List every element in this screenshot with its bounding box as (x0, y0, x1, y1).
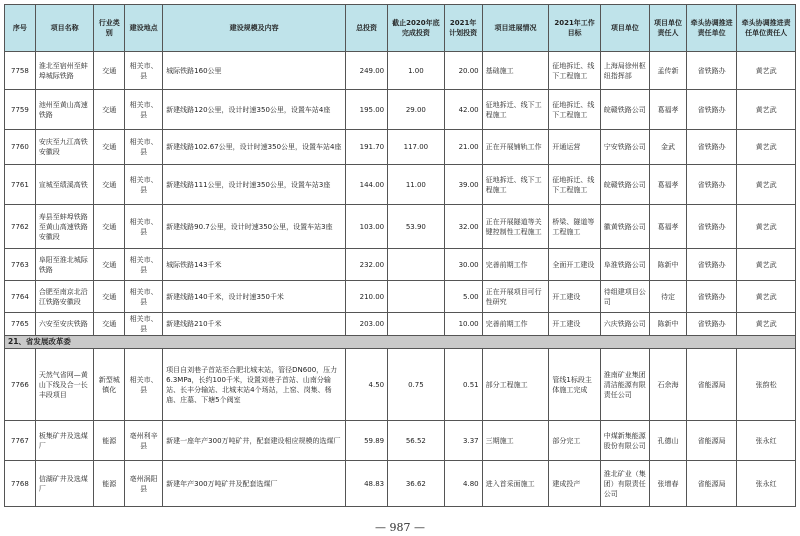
section-row (5, 336, 796, 349)
cell-progress: 征地拆迁、线下工程施工 (482, 90, 549, 130)
cell-site: 相关市、县 (125, 313, 163, 336)
cell-done (388, 313, 445, 336)
cell-done (388, 249, 445, 281)
cell-name: 寿县至蚌埠铁路至黄山高速铁路安徽段 (35, 205, 94, 249)
cell-site: 相关市、县 (125, 249, 163, 281)
cell-scale: 新建线路111公里，设计时速350公里，设置车站3座 (163, 165, 346, 205)
cell-done: 53.90 (388, 205, 445, 249)
cell-goal: 建成投产 (549, 461, 600, 507)
cell-lead-person: 黄艺武 (737, 313, 796, 336)
cell-progress: 正在开展铺轨工作 (482, 130, 549, 165)
cell-no: 7763 (5, 249, 36, 281)
cell-plan: 0.51 (444, 349, 482, 421)
cell-unit: 淮南矿业集团清洁能源有限责任公司 (600, 349, 649, 421)
cell-scale: 新建线路140千米，设计时速350千米 (163, 281, 346, 313)
cell-type: 交通 (94, 249, 125, 281)
cell-site: 相关市、县 (125, 165, 163, 205)
cell-person: 孔德山 (650, 421, 687, 461)
cell-plan: 42.00 (444, 90, 482, 130)
section-title: 21、省发展改革委 (5, 336, 796, 349)
cell-lead: 省能源局 (687, 349, 737, 421)
cell-progress: 三期施工 (482, 421, 549, 461)
table-row (5, 281, 796, 313)
cell-goal: 征地拆迁、线下工程施工 (549, 90, 600, 130)
cell-name: 板集矿井及选煤厂 (35, 421, 94, 461)
cell-scale: 新建线路120公里，设计时速350公里，设置车站4座 (163, 90, 346, 130)
cell-no: 7760 (5, 130, 36, 165)
cell-site: 相关市、县 (125, 90, 163, 130)
cell-progress: 征地拆迁、线下工程施工 (482, 165, 549, 205)
cell-no: 7766 (5, 349, 36, 421)
cell-no: 7768 (5, 461, 36, 507)
cell-unit: 上海局徐州枢纽指挥部 (600, 52, 649, 90)
cell-scale: 项目自刘巷子首站至合肥北城末站，管径DN600，压力6.3MPa，长约100千米，设置刘巷子首站、山南分输站、长丰分输站、北城末站4个场站，上窑、岗集、杨庙、庄墓、下塘5个阀室 (163, 349, 346, 421)
table-row (5, 165, 796, 205)
column-header: 项目名称 (35, 5, 94, 52)
cell-goal: 管线1标段主体施工完成 (549, 349, 600, 421)
cell-no: 7762 (5, 205, 36, 249)
cell-no: 7764 (5, 281, 36, 313)
cell-lead: 省能源局 (687, 461, 737, 507)
cell-plan: 5.00 (444, 281, 482, 313)
cell-total: 4.50 (346, 349, 388, 421)
cell-unit: 六庆铁路公司 (600, 313, 649, 336)
cell-scale: 新建线路90.7公里，设计时速350公里，设置车站3座 (163, 205, 346, 249)
column-header: 项目单位 (600, 5, 649, 52)
cell-progress: 进入首采面施工 (482, 461, 549, 507)
cell-plan: 10.00 (444, 313, 482, 336)
cell-total: 210.00 (346, 281, 388, 313)
column-header: 项目进展情况 (482, 5, 549, 52)
cell-goal: 开工建设 (549, 281, 600, 313)
cell-name: 六安至安庆铁路 (35, 313, 94, 336)
column-header: 牵头协调推进责任单位 (687, 5, 737, 52)
cell-plan: 20.00 (444, 52, 482, 90)
cell-lead-person: 张永红 (737, 461, 796, 507)
cell-goal: 开工建设 (549, 313, 600, 336)
cell-person: 葛福孝 (650, 165, 687, 205)
cell-scale: 城际铁路143千米 (163, 249, 346, 281)
cell-lead: 省铁路办 (687, 130, 737, 165)
cell-lead-person: 黄艺武 (737, 249, 796, 281)
cell-goal: 征地拆迁、线下工程施工 (549, 165, 600, 205)
cell-name: 信湖矿井及选煤厂 (35, 461, 94, 507)
cell-scale: 新建一座年产300万吨矿井，配套建设相应规模的选煤厂 (163, 421, 346, 461)
cell-total: 59.89 (346, 421, 388, 461)
cell-done: 56.52 (388, 421, 445, 461)
cell-total: 195.00 (346, 90, 388, 130)
cell-total: 103.00 (346, 205, 388, 249)
column-header: 2021年工作目标 (549, 5, 600, 52)
table-row (5, 461, 796, 507)
cell-lead-person: 张韵松 (737, 349, 796, 421)
cell-plan: 21.00 (444, 130, 482, 165)
cell-person: 金武 (650, 130, 687, 165)
cell-name: 宣城至绩溪高铁 (35, 165, 94, 205)
cell-lead: 省铁路办 (687, 165, 737, 205)
cell-lead: 省铁路办 (687, 313, 737, 336)
cell-lead: 省铁路办 (687, 205, 737, 249)
cell-person: 张增春 (650, 461, 687, 507)
cell-type: 交通 (94, 90, 125, 130)
cell-name: 淮北至宿州至蚌埠城际铁路 (35, 52, 94, 90)
cell-total: 232.00 (346, 249, 388, 281)
cell-lead-person: 黄艺武 (737, 165, 796, 205)
cell-lead: 省铁路办 (687, 90, 737, 130)
cell-scale: 城际铁路160公里 (163, 52, 346, 90)
column-header: 2021年计划投资 (444, 5, 482, 52)
cell-type: 交通 (94, 165, 125, 205)
cell-done: 11.00 (388, 165, 445, 205)
cell-person: 陈新中 (650, 313, 687, 336)
cell-unit: 徽黄铁路公司 (600, 205, 649, 249)
cell-plan: 30.00 (444, 249, 482, 281)
cell-unit: 淮北矿业（集团）有限责任公司 (600, 461, 649, 507)
cell-name: 合肥至南京北沿江铁路安徽段 (35, 281, 94, 313)
cell-unit: 皖赣铁路公司 (600, 90, 649, 130)
cell-type: 交通 (94, 52, 125, 90)
cell-goal: 桥梁、隧道等工程施工 (549, 205, 600, 249)
cell-lead-person: 张永红 (737, 421, 796, 461)
cell-person: 孟传新 (650, 52, 687, 90)
cell-done: 1.00 (388, 52, 445, 90)
cell-name: 天然气省网—黄山下线及合一长丰段项目 (35, 349, 94, 421)
cell-plan: 4.80 (444, 461, 482, 507)
cell-person: 葛福孝 (650, 205, 687, 249)
cell-goal: 征地拆迁、线下工程施工 (549, 52, 600, 90)
project-table (4, 4, 796, 507)
cell-progress: 完善前期工作 (482, 249, 549, 281)
page-number: — 987 — (375, 521, 425, 534)
cell-no: 7765 (5, 313, 36, 336)
cell-lead-person: 黄艺武 (737, 90, 796, 130)
cell-site: 相关市、县 (125, 205, 163, 249)
cell-progress: 完善前期工作 (482, 313, 549, 336)
table-row (5, 421, 796, 461)
cell-type: 交通 (94, 313, 125, 336)
cell-scale: 新建年产300万吨矿井及配套选煤厂 (163, 461, 346, 507)
cell-type: 能源 (94, 421, 125, 461)
cell-site: 亳州利辛县 (125, 421, 163, 461)
cell-lead: 省能源局 (687, 421, 737, 461)
cell-total: 48.83 (346, 461, 388, 507)
cell-done (388, 281, 445, 313)
cell-scale: 新建线路210千米 (163, 313, 346, 336)
column-header: 行业类别 (94, 5, 125, 52)
table-row (5, 205, 796, 249)
table-row (5, 52, 796, 90)
cell-no: 7758 (5, 52, 36, 90)
column-header: 牵头协调推进责任单位责任人 (737, 5, 796, 52)
cell-unit: 宁安铁路公司 (600, 130, 649, 165)
cell-done: 36.62 (388, 461, 445, 507)
cell-type: 新型城镇化 (94, 349, 125, 421)
cell-plan: 39.00 (444, 165, 482, 205)
cell-lead-person: 黄艺武 (737, 205, 796, 249)
column-header: 总投资 (346, 5, 388, 52)
cell-done: 117.00 (388, 130, 445, 165)
cell-unit: 阜淮铁路公司 (600, 249, 649, 281)
cell-type: 能源 (94, 461, 125, 507)
cell-scale: 新建线路102.67公里，设计时速350公里，设置车站4座 (163, 130, 346, 165)
cell-done: 0.75 (388, 349, 445, 421)
cell-lead-person: 黄艺武 (737, 281, 796, 313)
table-body (5, 52, 796, 507)
cell-site: 相关市、县 (125, 52, 163, 90)
cell-lead: 省铁路办 (687, 52, 737, 90)
cell-total: 191.70 (346, 130, 388, 165)
cell-goal: 全面开工建设 (549, 249, 600, 281)
table-header (5, 5, 796, 52)
cell-progress: 部分工程施工 (482, 349, 549, 421)
cell-progress: 正在开展隧道等关键控制性工程施工 (482, 205, 549, 249)
table-row (5, 130, 796, 165)
column-header: 截止2020年底完成投资 (388, 5, 445, 52)
cell-person: 葛福孝 (650, 90, 687, 130)
cell-plan: 32.00 (444, 205, 482, 249)
table-row (5, 349, 796, 421)
table-row (5, 90, 796, 130)
cell-done: 29.00 (388, 90, 445, 130)
column-header: 序号 (5, 5, 36, 52)
cell-site: 相关市、县 (125, 349, 163, 421)
cell-person: 待定 (650, 281, 687, 313)
cell-progress: 基础施工 (482, 52, 549, 90)
cell-progress: 正在开展项目可行性研究 (482, 281, 549, 313)
cell-type: 交通 (94, 130, 125, 165)
cell-plan: 3.37 (444, 421, 482, 461)
cell-unit: 皖赣铁路公司 (600, 165, 649, 205)
cell-site: 亳州涡阳县 (125, 461, 163, 507)
cell-no: 7759 (5, 90, 36, 130)
cell-unit: 待组建项目公司 (600, 281, 649, 313)
cell-no: 7767 (5, 421, 36, 461)
cell-lead: 省铁路办 (687, 249, 737, 281)
cell-unit: 中煤新集能源股份有限公司 (600, 421, 649, 461)
cell-lead-person: 黄艺武 (737, 52, 796, 90)
cell-name: 阜阳至淮北城际铁路 (35, 249, 94, 281)
cell-total: 203.00 (346, 313, 388, 336)
cell-type: 交通 (94, 205, 125, 249)
table-row (5, 313, 796, 336)
cell-type: 交通 (94, 281, 125, 313)
cell-name: 池州至黄山高速铁路 (35, 90, 94, 130)
cell-site: 相关市、县 (125, 130, 163, 165)
cell-total: 249.00 (346, 52, 388, 90)
table-row (5, 249, 796, 281)
cell-goal: 部分完工 (549, 421, 600, 461)
cell-site: 相关市、县 (125, 281, 163, 313)
cell-total: 144.00 (346, 165, 388, 205)
cell-name: 安庆至九江高铁安徽段 (35, 130, 94, 165)
cell-lead-person: 黄艺武 (737, 130, 796, 165)
column-header: 项目单位责任人 (650, 5, 687, 52)
cell-person: 石余海 (650, 349, 687, 421)
column-header: 建设地点 (125, 5, 163, 52)
column-header: 建设规模及内容 (163, 5, 346, 52)
cell-no: 7761 (5, 165, 36, 205)
cell-lead: 省铁路办 (687, 281, 737, 313)
cell-goal: 开通运营 (549, 130, 600, 165)
cell-person: 陈新中 (650, 249, 687, 281)
